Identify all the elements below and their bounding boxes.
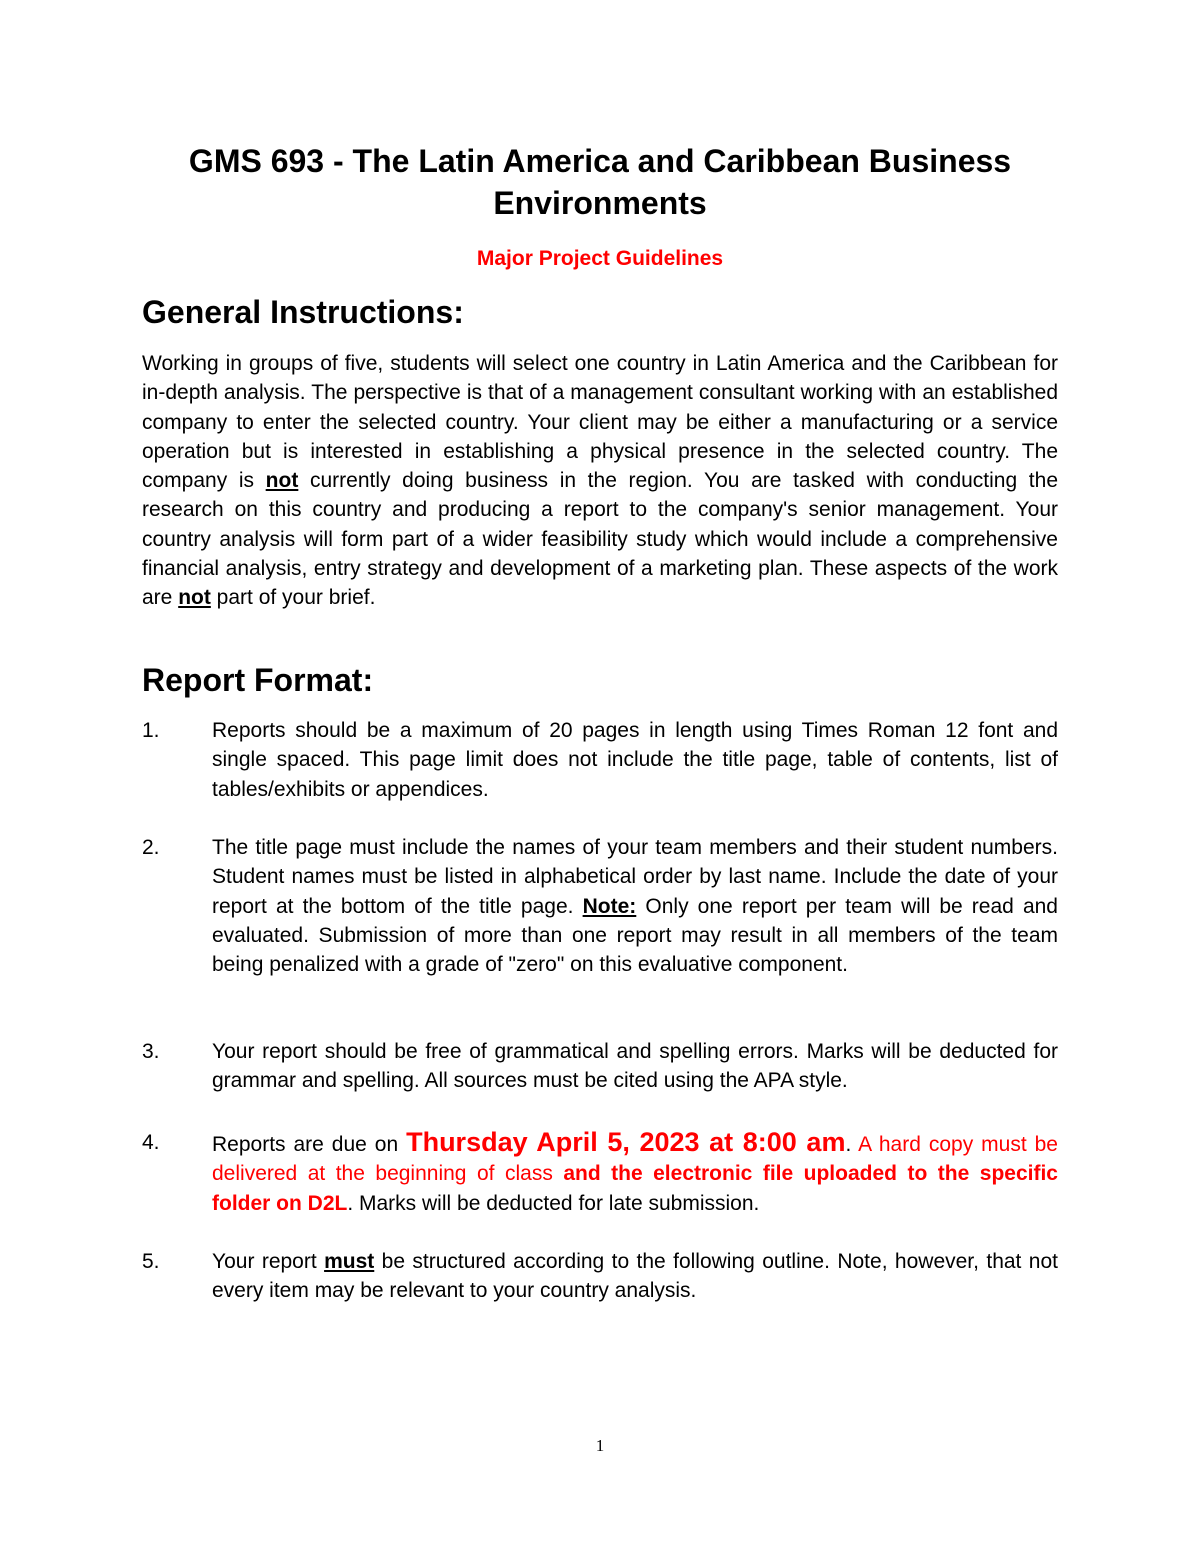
list-item-text-part: Your report <box>212 1250 325 1273</box>
list-item-number: 3. <box>142 1040 160 1063</box>
list-item-number: 5. <box>142 1250 160 1273</box>
paragraph-text: Working in groups of five, students will select one country in Latin America and the Caribbean for in-depth analysis. The perspective is that of a management consultant working with an established company to enter the selected country. Your client may be either a manufacturing or a service operation but is interested in establishing a physical presence in the selected country. The company is <box>142 352 1058 493</box>
list-item-text: Your report should be free of grammatical and spelling errors. Marks will be deducted for grammar and spelling. All sources must be cited using the APA style. <box>212 1040 1058 1093</box>
note-label: Note: <box>582 894 637 918</box>
document-subtitle: Major Project Guidelines <box>476 247 724 270</box>
hard-copy-note: A hard copy must be delivered at the beginning of class <box>212 1133 1058 1186</box>
list-item-text-part: Only one report per team will be read and evaluated. Submission of more than one report may result in all members of the team being penalized with a grade of "zero" on this evaluative component. <box>212 894 1058 977</box>
electronic-file-note: and the electronic file uploaded to the specific folder on D2L <box>212 1162 1058 1215</box>
emphasis-not: not <box>265 469 299 493</box>
document-title: GMS 693 - The Latin America and Caribbean Business Environments <box>188 143 1012 221</box>
general-instructions-paragraph <box>142 349 1058 613</box>
list-item-text-part: be structured according to the following outline. Note, however, that not every item may be relevant to your country analysis. <box>212 1250 1058 1303</box>
paragraph-text: currently doing business in the region. You are tasked with conducting the research on this country and producing a report to the company's senior management. Your country analysis will form part of a wider feasibility study which would include a comprehensive financial analysis, entry strategy and development of a marketing plan. These aspects of the work are <box>142 469 1058 610</box>
list-item-text: Reports should be a maximum of 20 pages in length using Times Roman 12 font and single spaced. This page limit does not include the title page, table of contents, list of tables/exhibits or appendices. <box>212 719 1058 801</box>
emphasis-not: not <box>178 586 211 610</box>
list-item-text-part: The title page must include the names of your team members and their student numbers. Student names must be listed in alphabetical order by last name. Include the date of your report at the bottom of the title page. <box>212 836 1058 918</box>
list-item-text <box>212 833 1058 979</box>
list-item-text-part: . <box>845 1133 859 1156</box>
due-date: Thursday April 5, 2023 at 8:00 am <box>406 1127 846 1157</box>
page-number: 1 <box>595 1436 605 1455</box>
list-item-text <box>212 1128 1058 1218</box>
paragraph-text: part of your brief. <box>210 586 376 610</box>
emphasis-must: must <box>324 1250 375 1273</box>
list-item-text-part: . Marks will be deducted for late submission. <box>347 1191 760 1215</box>
general-instructions-heading: General Instructions: <box>142 294 464 330</box>
report-format-heading: Report Format: <box>142 662 374 698</box>
list-item-number: 2. <box>142 836 160 859</box>
list-item-number: 4. <box>142 1131 160 1154</box>
list-item-text-part: Reports are due on <box>212 1133 407 1156</box>
list-item-number: 1. <box>142 719 160 742</box>
list-item-text <box>212 1247 1058 1306</box>
